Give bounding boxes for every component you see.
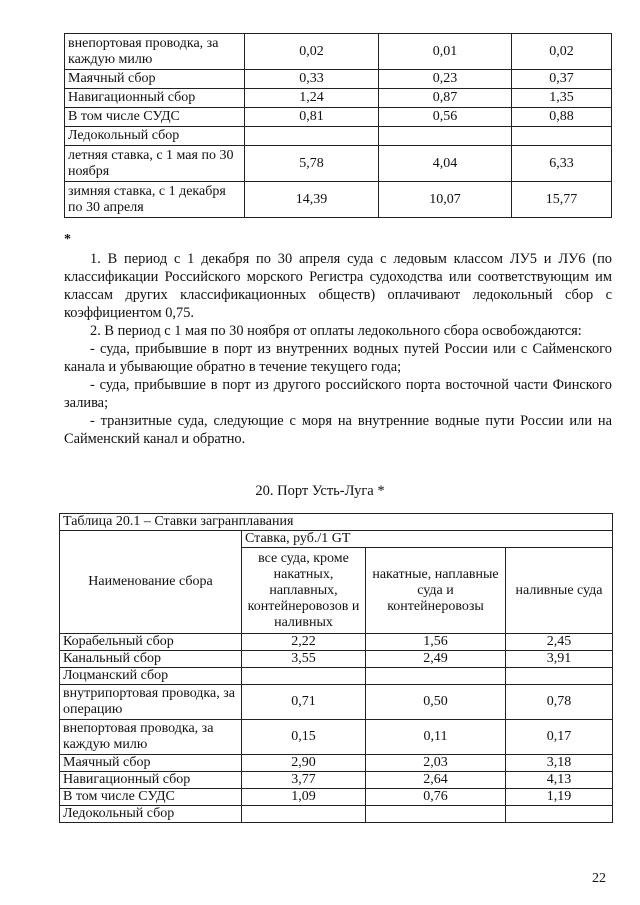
footnote-notes <box>64 250 612 448</box>
table-caption: Таблица 20.1 – Ставки загранплавания <box>60 514 613 531</box>
row-name: Корабельный сбор <box>60 634 242 651</box>
value-cell: 2,03 <box>366 755 506 772</box>
value-cell: 0,11 <box>366 720 506 755</box>
value-cell: 1,24 <box>245 89 379 108</box>
value-cell: 0,01 <box>379 34 512 70</box>
row-name: внутрипортовая проводка, за операцию <box>60 685 242 720</box>
note-paragraph-2: 2. В период с 1 мая по 30 ноября от оплаты ледокольного сбора освобождаются: <box>90 323 582 339</box>
value-cell: 2,64 <box>366 772 506 789</box>
table-row <box>60 772 613 789</box>
value-cell: 1,56 <box>366 634 506 651</box>
name-column-header: Наименование сбора <box>60 531 242 634</box>
value-cell: 0,81 <box>245 108 379 127</box>
table-row <box>65 182 612 218</box>
row-name: Лоцманский сбор <box>60 668 242 685</box>
value-cell: 3,18 <box>506 755 613 772</box>
value-cell: 1,09 <box>242 789 366 806</box>
value-cell: 0,50 <box>366 685 506 720</box>
column-header: накатные, наплавные суда и контейнеровозы <box>366 548 506 634</box>
value-cell: 0,78 <box>506 685 613 720</box>
value-cell <box>506 806 613 823</box>
value-cell: 0,88 <box>512 108 612 127</box>
note-paragraph-1: 1. В период с 1 декабря по 30 апреля суда с ледовым классом ЛУ5 и ЛУ6 (по классификации Российского морского Регистра судоходства или соответствующим им классам других классификационных обществ) оплачивают ледокольный сбор с коэффициентом 0,75. <box>64 251 612 321</box>
value-cell: 2,49 <box>366 651 506 668</box>
ust-luga-rates-table <box>59 513 613 823</box>
table-row <box>60 685 613 720</box>
table-row <box>60 668 613 685</box>
value-cell: 0,15 <box>242 720 366 755</box>
row-name: внепортовая проводка, за каждую милю <box>60 720 242 755</box>
note-bullet-1: - суда, прибывшие в порт из внутренних водных путей России или с Сайменского канала и убывающие обратно в течение текущего года; <box>64 341 612 375</box>
value-cell <box>506 668 613 685</box>
value-cell: 3,77 <box>242 772 366 789</box>
footnote-asterisk: * <box>64 232 71 247</box>
note-bullet-2: - суда, прибывшие в порт из другого российского порта восточной части Финского залива; <box>64 377 612 411</box>
value-cell <box>366 668 506 685</box>
table-row <box>60 720 613 755</box>
row-name: Маячный сбор <box>65 70 245 89</box>
table-row <box>65 108 612 127</box>
table-caption-row <box>60 514 613 531</box>
value-cell <box>379 127 512 146</box>
value-cell: 0,17 <box>506 720 613 755</box>
value-cell: 1,19 <box>506 789 613 806</box>
row-name: Маячный сбор <box>60 755 242 772</box>
section-title: 20. Порт Усть-Луга * <box>255 483 385 499</box>
table-header-row <box>60 531 613 548</box>
value-cell: 0,02 <box>245 34 379 70</box>
column-header: все суда, кроме накатных, наплавных, контейнеровозов и наливных <box>242 548 366 634</box>
value-cell: 4,04 <box>379 146 512 182</box>
row-name: летняя ставка, с 1 мая по 30 ноября <box>65 146 245 182</box>
row-name: внепортовая проводка, за каждую милю <box>65 34 245 70</box>
row-name: В том числе СУДС <box>60 789 242 806</box>
value-cell: 0,56 <box>379 108 512 127</box>
rate-header: Ставка, руб./1 GT <box>242 531 613 548</box>
value-cell <box>512 127 612 146</box>
value-cell: 0,02 <box>512 34 612 70</box>
value-cell: 15,77 <box>512 182 612 218</box>
row-name: Канальный сбор <box>60 651 242 668</box>
value-cell: 14,39 <box>245 182 379 218</box>
value-cell <box>242 668 366 685</box>
table-row <box>65 89 612 108</box>
value-cell: 4,13 <box>506 772 613 789</box>
table-row <box>65 127 612 146</box>
row-name: зимняя ставка, с 1 декабря по 30 апреля <box>65 182 245 218</box>
value-cell: 0,23 <box>379 70 512 89</box>
value-cell: 0,71 <box>242 685 366 720</box>
value-cell: 2,90 <box>242 755 366 772</box>
value-cell: 10,07 <box>379 182 512 218</box>
table-row <box>65 146 612 182</box>
value-cell <box>245 127 379 146</box>
note-bullet-3: - транзитные суда, следующие с моря на внутренние водные пути России или на Сайменский канал и обратно. <box>64 413 612 447</box>
column-header: наливные суда <box>506 548 613 634</box>
ice-rates-table-continued <box>64 33 612 218</box>
table-row <box>65 34 612 70</box>
value-cell: 1,35 <box>512 89 612 108</box>
table-row <box>65 70 612 89</box>
value-cell: 2,22 <box>242 634 366 651</box>
table-row <box>60 755 613 772</box>
row-name: Ледокольный сбор <box>60 806 242 823</box>
value-cell: 6,33 <box>512 146 612 182</box>
value-cell <box>242 806 366 823</box>
table-row <box>60 651 613 668</box>
row-name: Навигационный сбор <box>60 772 242 789</box>
table-row <box>60 789 613 806</box>
row-name: В том числе СУДС <box>65 108 245 127</box>
page-number: 22 <box>592 871 606 886</box>
value-cell: 3,91 <box>506 651 613 668</box>
value-cell: 3,55 <box>242 651 366 668</box>
value-cell: 0,37 <box>512 70 612 89</box>
value-cell: 5,78 <box>245 146 379 182</box>
value-cell: 0,87 <box>379 89 512 108</box>
row-name: Ледокольный сбор <box>65 127 245 146</box>
value-cell <box>366 806 506 823</box>
table-row <box>60 634 613 651</box>
value-cell: 0,33 <box>245 70 379 89</box>
row-name: Навигационный сбор <box>65 89 245 108</box>
table-row <box>60 806 613 823</box>
value-cell: 2,45 <box>506 634 613 651</box>
value-cell: 0,76 <box>366 789 506 806</box>
